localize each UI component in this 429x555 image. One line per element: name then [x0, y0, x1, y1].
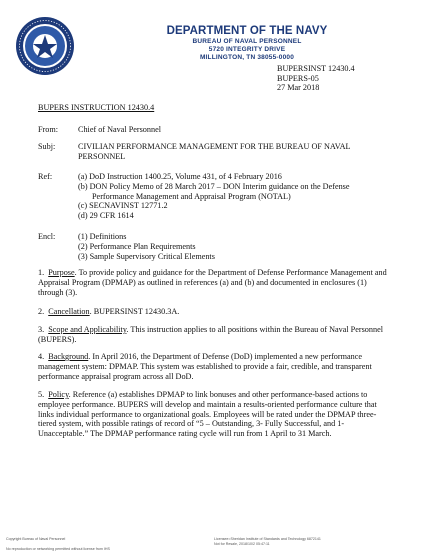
enclosure-1: (1) Definitions [78, 232, 127, 241]
enclosure-2: (2) Performance Plan Requirements [78, 241, 196, 251]
paragraph-heading: Cancellation [48, 307, 90, 316]
from-label: From: [38, 125, 59, 134]
paragraph-policy [38, 390, 394, 439]
reference-b-line2: Performance Management and Appraisal Program (NOTAL) [92, 191, 291, 201]
letterhead-bureau: BUREAU OF NAVAL PERSONNEL [192, 38, 302, 45]
office-code: BUPERS-05 [277, 73, 319, 83]
navy-seal-icon [15, 16, 75, 76]
letterhead-street: 5720 INTEGRITY DRIVE [208, 46, 286, 53]
subject-text-line2: PERSONNEL [78, 151, 126, 161]
paragraph-scope [38, 325, 394, 345]
reference-d: (d) 29 CFR 1614 [78, 211, 134, 221]
references-label: Ref: [38, 172, 53, 181]
instruction-header-block [277, 64, 355, 93]
letterhead-title: DEPARTMENT OF THE NAVY [166, 25, 328, 37]
enclosures-block [38, 232, 215, 261]
instruction-title: BUPERS INSTRUCTION 12430.4 [38, 103, 155, 112]
paragraph-text: . In April 2016, the Department of Defense (DoD) implemented a new performance management system: DPMAP. This system was established to provide a fair, credible, and transparent performance appraisal program across all DoD. [38, 352, 372, 381]
footer-right [214, 537, 321, 547]
instruction-date: 27 Mar 2018 [277, 83, 320, 92]
paragraph-heading: Background [48, 352, 89, 361]
paragraph-text: . This instruction applies to all positions within the Bureau of Naval Personnel (BUPERS). [38, 325, 383, 344]
paragraph-heading: Policy [48, 390, 69, 399]
paragraph-text: . Reference (a) establishes DPMAP to link bonuses and other performance-based actions to employee performance. BUPERS will develop and maintain a results-oriented performance culture that links individual performance to organizational goals. Employees will be rated under the DPMAP three-tiered system, with possible ratings of record of “5 – Outstanding, 3- Fully Successful, and 1-Unacceptable.” The DPMAP performance rating cycle will run from 1 April to 31 March. [38, 390, 377, 439]
paragraph-text: . BUPERSINST 12430.3A. [89, 307, 180, 316]
paragraph-purpose [38, 268, 394, 297]
instruction-number: BUPERSINST 12430.4 [277, 64, 355, 73]
footer-resale: Not for Resale, 2018/10/2 05:47:11 [214, 542, 270, 546]
enclosures-label: Encl: [38, 232, 56, 241]
paragraph-number: 3. [38, 325, 45, 334]
letterhead-city: MILLINGTON, TN 38055-0000 [199, 54, 295, 61]
paragraph-number: 5. [38, 390, 45, 399]
paragraph-text: . To provide policy and guidance for the Department of Defense Performance Management and Appraisal Program (DPMAP) as outlined in references (a) and (b) and documented in enclosures (1) through (3). [38, 268, 387, 297]
footer-reproduction: No reproduction or networking permitted without license from IHS [6, 547, 110, 551]
enclosure-3: (3) Sample Supervisory Critical Elements [78, 251, 215, 261]
paragraph-background [38, 352, 394, 381]
from-value: Chief of Naval Personnel [78, 125, 161, 134]
paragraph-number: 4. [38, 352, 45, 361]
subject-line [38, 142, 351, 162]
paragraph-number: 1. [38, 268, 45, 277]
subject-text-line1: CIVILIAN PERFORMANCE MANAGEMENT FOR THE BUREAU OF NAVAL [78, 142, 351, 151]
from-line [38, 125, 161, 135]
letterhead [118, 25, 376, 62]
paragraph-cancellation [38, 307, 394, 317]
reference-b-line1: (b) DON Policy Memo of 28 March 2017 – DON Interim guidance on the Defense [78, 181, 350, 191]
paragraph-heading: Scope and Applicability [48, 325, 127, 334]
paragraph-heading: Purpose [48, 268, 75, 277]
footer-copyright: Copyright Bureau of Naval Personnel [6, 537, 66, 541]
footer-left [6, 537, 110, 552]
subject-label: Subj: [38, 142, 56, 151]
footer-licensee: Licensee=Sheridan Institute of Standards and Technology 6872141 [214, 537, 321, 541]
paragraph-number: 2. [38, 307, 45, 316]
references-block [38, 172, 350, 221]
reference-a: (a) DoD Instruction 1400.25, Volume 431, of 4 February 2016 [78, 172, 282, 181]
reference-c: (c) SECNAVINST 12771.2 [78, 201, 168, 211]
